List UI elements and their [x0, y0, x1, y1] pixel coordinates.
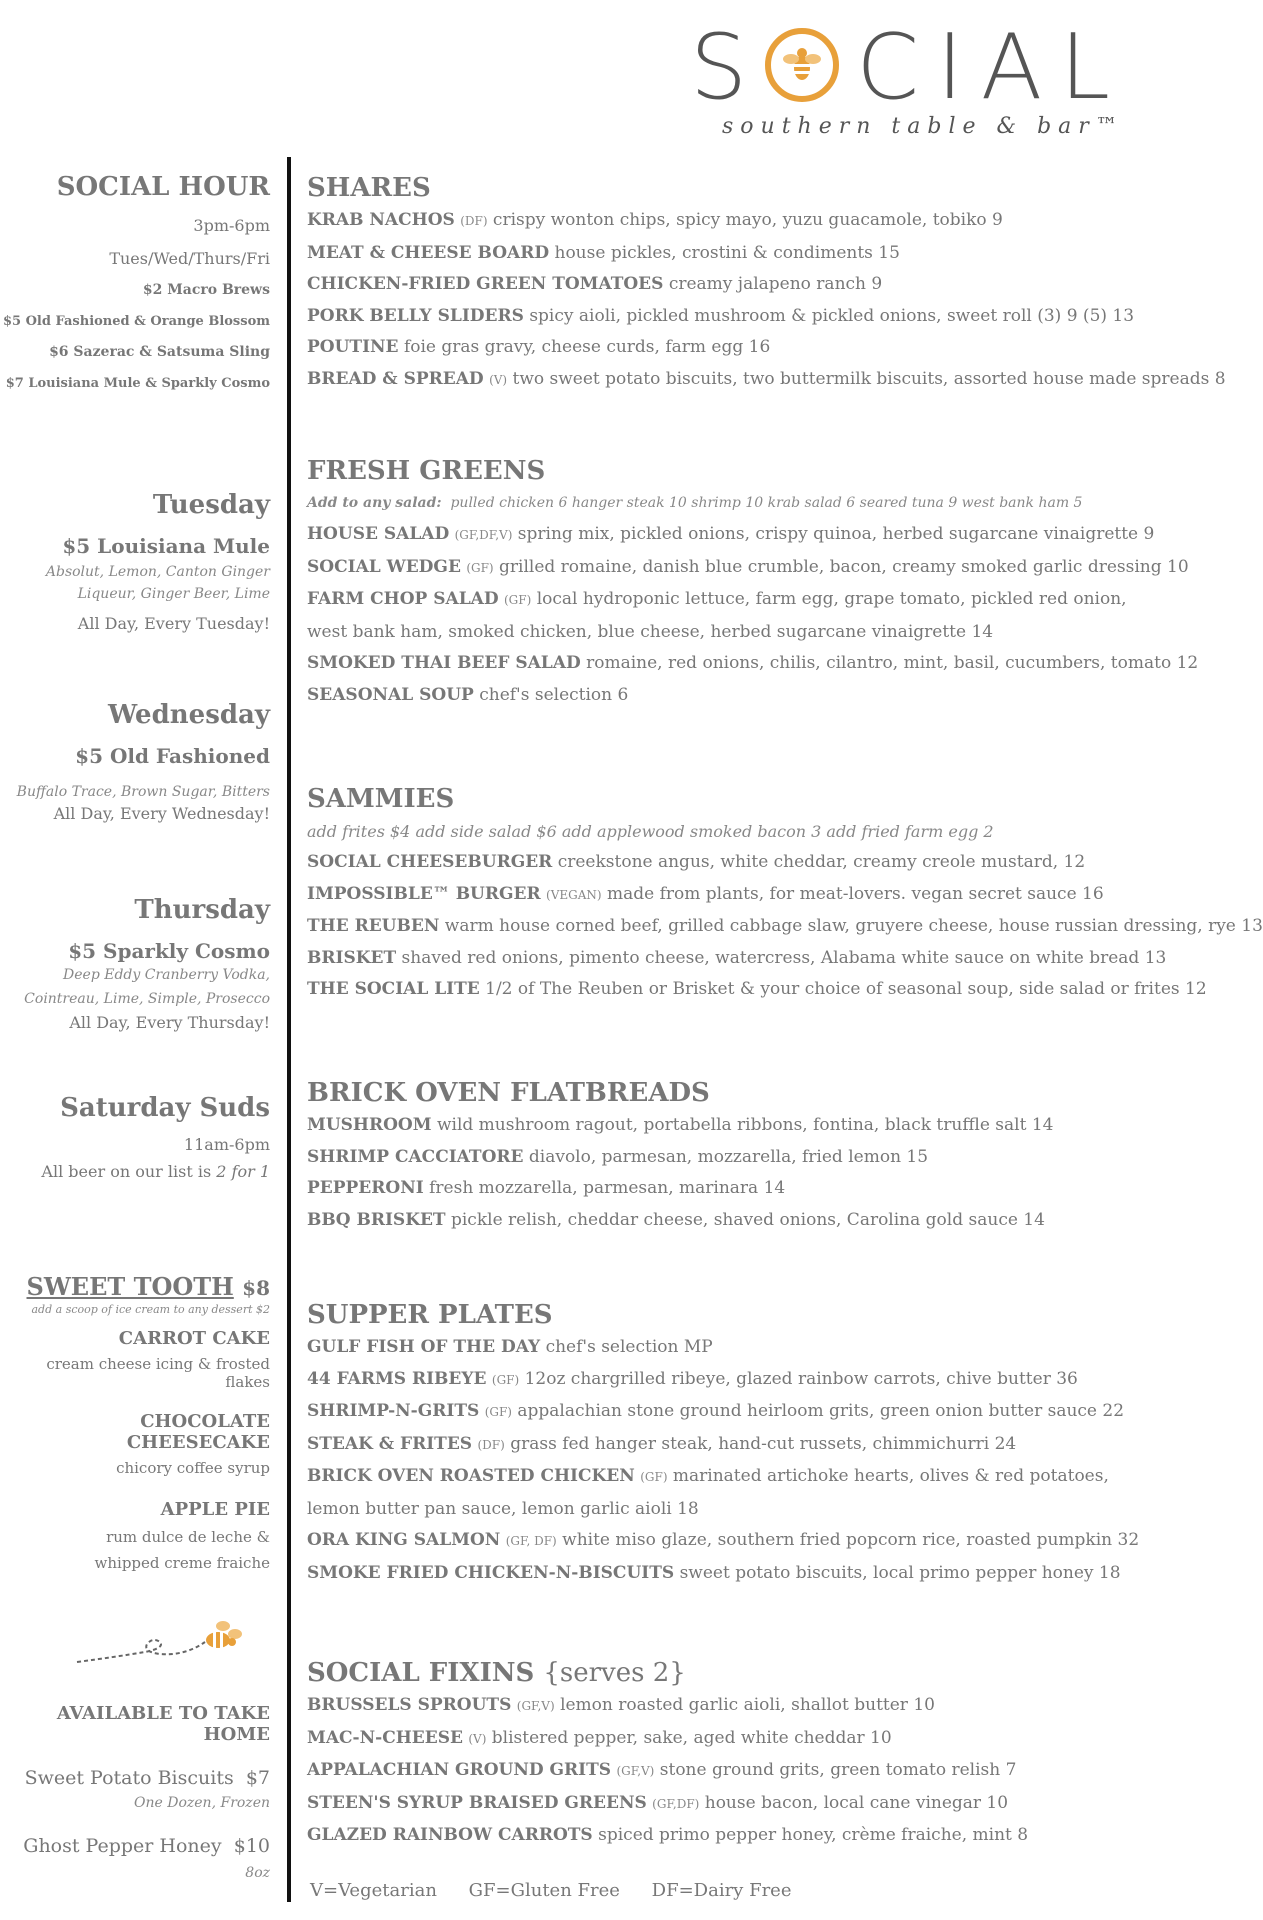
day-heading: Thursday: [134, 895, 270, 925]
section-title: FRESH GREENS: [307, 456, 546, 486]
special-note: All Day, Every Tuesday!: [77, 614, 270, 633]
logo: [690, 15, 1125, 142]
logo-letter: A: [980, 15, 1043, 120]
deal-item: $5 Old Fashioned & Orange Blossom: [2, 314, 270, 329]
menu-item: [307, 879, 1157, 912]
menu-item: [307, 1205, 1157, 1237]
menu-item: [307, 1461, 1157, 1494]
special-desc: Cointreau, Lime, Simple, Prosecco: [24, 991, 270, 1007]
logo-letter: L: [1059, 15, 1110, 120]
item-name: SEASONAL SOUP: [307, 684, 474, 705]
item-desc: blistered pepper, sake, aged white cheddar 10: [491, 1727, 892, 1748]
menu-list: [307, 1332, 1157, 1589]
shares-section: [307, 173, 1226, 396]
menu-item: [307, 1332, 1157, 1364]
logo-letter: S: [690, 15, 748, 120]
menu-item: [307, 205, 1157, 238]
menu-item: [307, 1494, 1157, 1526]
item-name: THE REUBEN: [307, 916, 440, 936]
item-desc: house pickles, crostini & condiments 15: [554, 242, 900, 263]
item-name: BBQ BRISKET: [307, 1209, 446, 1230]
diet-tag: (V): [489, 372, 508, 387]
item-desc: 1/2 of The Reuben or Brisket & your choice of seasonal soup, side salad or frites 12: [485, 979, 1207, 999]
sweet-tooth-title: SWEET TOOTH $8: [26, 1272, 270, 1301]
social-hour-time: 3pm-6pm: [193, 216, 270, 235]
menu-item: [307, 648, 1199, 680]
menu-item: [307, 1173, 1157, 1205]
item-name: FARM CHOP SALAD: [307, 589, 499, 609]
menu-item: [307, 617, 1157, 649]
item-name: SMOKE FRIED CHICKEN-N-BISCUITS: [307, 1562, 675, 1583]
item-name: STEAK & FRITES: [307, 1433, 473, 1454]
item-name: 44 FARMS RIBEYE: [307, 1368, 487, 1389]
item-name: MUSHROOM: [307, 1115, 432, 1135]
divider-line: [287, 157, 291, 1902]
take-home-note: One Dozen, Frozen: [134, 1795, 270, 1811]
item-name: GULF FISH OF THE DAY: [307, 1337, 541, 1357]
dessert-name: CARROT CAKE: [118, 1328, 270, 1349]
item-desc: shaved red onions, pimento cheese, watercress, Alabama white sauce on white bread 13: [401, 947, 1167, 968]
item-name: BRUSSELS SPROUTS: [307, 1695, 512, 1715]
saturday-time: 11am-6pm: [183, 1135, 270, 1154]
dessert-desc: rum dulce de leche &: [106, 1528, 270, 1546]
item-desc: fresh mozzarella, parmesan, marinara 14: [429, 1178, 786, 1198]
supper-section: [307, 1300, 1157, 1589]
day-heading: Tuesday: [152, 490, 270, 520]
item-desc: spring mix, pickled onions, crispy quinoa, herbed sugarcane vinaigrette 9: [517, 524, 1155, 544]
menu-item: [307, 943, 1167, 975]
item-desc: creekstone angus, white cheddar, creamy creole mustard, 12: [557, 852, 1086, 872]
dessert-desc: cream cheese icing & frosted flakes: [46, 1355, 270, 1391]
menu-list: [307, 205, 1226, 396]
item-desc: local hydroponic lettuce, farm egg, grape tomato, pickled red onion,: [536, 589, 1127, 609]
section-title: SUPPER PLATES: [307, 1300, 553, 1330]
menu-list: [307, 847, 1263, 1006]
diet-tag: (DF): [460, 214, 488, 228]
item-desc: marinated artichoke hearts, olives & red potatoes,: [672, 1466, 1109, 1486]
item-desc: west bank ham, smoked chicken, blue cheese, herbed sugarcane vinaigrette 14: [307, 621, 994, 642]
item-desc: foie gras gravy, cheese curds, farm egg 16: [403, 337, 771, 357]
saturday-special: [0, 1093, 270, 1181]
diet-tag: (GF,DF,V): [454, 528, 513, 542]
flatbreads-section: [307, 1078, 1157, 1236]
item-name: SOCIAL WEDGE: [307, 556, 461, 577]
item-desc: two sweet potato biscuits, two buttermilk biscuits, assorted house made spreads 8: [512, 368, 1226, 389]
dessert-desc: whipped creme fraiche: [94, 1554, 270, 1572]
diet-tag: (GF): [640, 1470, 668, 1484]
special-desc: Deep Eddy Cranberry Vodka,: [63, 967, 270, 983]
deal-item: $6 Sazerac & Satsuma Sling: [49, 344, 270, 360]
diet-tag: (GF): [504, 593, 532, 607]
item-name: MEAT & CHEESE BOARD: [307, 242, 550, 263]
take-home-title: AVAILABLE TO TAKE HOME: [56, 1703, 270, 1745]
dessert-name: CHOCOLATE CHEESECAKE: [126, 1411, 270, 1453]
menu-list: [307, 1110, 1157, 1236]
take-home-note: 8oz: [245, 1865, 270, 1881]
item-name: SOCIAL CHEESEBURGER: [307, 852, 553, 872]
section-title: SHARES: [307, 173, 431, 203]
saturday-note: All beer on our list is 2 for 1: [41, 1162, 270, 1181]
special-note: All Day, Every Thursday!: [69, 1013, 270, 1032]
menu-item: [307, 911, 1263, 943]
menu-item: [307, 269, 1157, 301]
item-name: APPALACHIAN GROUND GRITS: [307, 1760, 612, 1780]
diet-tag: (GF): [484, 1405, 512, 1419]
diet-tag: (GF): [491, 1372, 520, 1387]
diet-tag: (GF,V): [616, 1764, 655, 1778]
special-desc: Absolut, Lemon, Canton Ginger: [45, 564, 270, 580]
special-name: $5 Sparkly Cosmo: [68, 939, 270, 963]
item-desc: sweet potato biscuits, local primo pepper honey 18: [679, 1562, 1121, 1583]
bee-icon: [765, 28, 839, 102]
menu-item: [307, 238, 1157, 270]
menu-item: [307, 1525, 1157, 1558]
legend-item: DF=Dairy Free: [651, 1880, 792, 1901]
greens-section: [307, 456, 1199, 711]
diet-tag: (GF,V): [516, 1699, 555, 1713]
deal-item: $7 Louisiana Mule & Sparkly Cosmo: [5, 376, 270, 391]
item-name: BRICK OVEN ROASTED CHICKEN: [307, 1466, 635, 1486]
menu-item: [307, 1755, 1157, 1788]
item-name: POUTINE: [307, 337, 399, 357]
menu-item: [307, 552, 1189, 585]
item-name: BREAD & SPREAD: [307, 368, 484, 389]
item-desc: chef's selection MP: [545, 1337, 713, 1357]
menu-item: [307, 1364, 1157, 1397]
item-desc: stone ground grits, green tomato relish 7: [659, 1760, 1017, 1780]
item-desc: creamy jalapeno ranch 9: [668, 274, 883, 294]
item-name: THE SOCIAL LITE: [307, 979, 480, 999]
social-hour: [0, 172, 270, 391]
item-desc: chef's selection 6: [479, 684, 629, 705]
item-name: STEEN'S SYRUP BRAISED GREENS: [307, 1792, 647, 1813]
dessert-desc: chicory coffee syrup: [116, 1459, 270, 1477]
sammies-section: [307, 784, 1263, 1006]
menu-item: [307, 364, 1226, 397]
item-desc: white miso glaze, southern fried popcorn rice, roasted pumpkin 32: [562, 1530, 1140, 1550]
item-desc: spiced primo pepper honey, crème fraiche, mint 8: [598, 1825, 1029, 1845]
item-desc: pickle relish, cheddar cheese, shaved onions, Carolina gold sauce 14: [450, 1209, 1045, 1230]
item-desc: crispy wonton chips, spicy mayo, yuzu guacamole, tobiko 9: [492, 210, 1003, 230]
diet-tag: (GF, DF): [505, 1534, 557, 1548]
deal-item: $2 Macro Brews: [142, 282, 270, 298]
item-name: BRISKET: [307, 947, 397, 968]
item-name: HOUSE SALAD: [307, 524, 450, 544]
special-desc: Buffalo Trace, Brown Sugar, Bitters: [16, 784, 270, 800]
diet-tag: (GF): [466, 560, 494, 575]
item-desc: grilled romaine, danish blue crumble, bacon, creamy smoked garlic dressing 10: [499, 556, 1189, 577]
item-name: SMOKED THAI BEEF SALAD: [307, 653, 581, 673]
day-heading: Wednesday: [107, 700, 270, 730]
diet-tag: (VEGAN): [546, 887, 602, 902]
logo-letter: I: [936, 15, 964, 120]
item-name: SHRIMP CACCIATORE: [307, 1146, 524, 1167]
wednesday-special: [0, 700, 270, 823]
day-heading: Saturday Suds: [60, 1093, 270, 1123]
take-home: [0, 1703, 270, 1881]
menu-item: [307, 1429, 1157, 1462]
legend-item: GF=Gluten Free: [468, 1880, 620, 1901]
add-ons: Add to any salad: pulled chicken 6 hanger steak 10 shrimp 10 krab salad 6 seared tuna 9 west bank ham 5: [307, 495, 1083, 511]
diet-tag: (DF): [477, 1437, 505, 1452]
bee-trail-icon: [75, 1612, 255, 1672]
item-name: ORA KING SALMON: [307, 1530, 501, 1550]
fixins-section: [307, 1658, 1157, 1852]
item-desc: appalachian stone ground heirloom grits, green onion butter sauce 22: [517, 1401, 1125, 1421]
menu-item: [307, 1820, 1157, 1852]
menu-item: [307, 847, 1157, 879]
menu-item: [307, 1788, 1157, 1821]
thursday-special: [0, 895, 270, 1032]
item-name: CHICKEN-FRIED GREEN TOMATOES: [307, 274, 664, 294]
logo-tagline: southern table & bar™: [722, 114, 1125, 139]
diet-tag: (GF,DF): [652, 1796, 700, 1811]
menu-item: [307, 680, 1157, 712]
item-desc: wild mushroom ragout, portabella ribbons, fontina, black truffle salt 14: [436, 1115, 1054, 1135]
item-desc: diavolo, parmesan, mozzarella, fried lemon 15: [528, 1146, 929, 1167]
logo-letter: C: [856, 15, 920, 120]
logo-wordmark: [690, 15, 1110, 120]
item-desc: made from plants, for meat-lovers. vegan secret sauce 16: [606, 883, 1104, 904]
menu-item: [307, 519, 1157, 552]
add-ons: add frites $4 add side salad $6 add applewood smoked bacon 3 add fried farm egg 2: [307, 822, 994, 841]
menu-item: [307, 301, 1157, 333]
dietary-legend: [310, 1880, 817, 1901]
section-title: SAMMIES: [307, 784, 455, 814]
item-desc: lemon roasted garlic aioli, shallot butter 10: [560, 1695, 935, 1715]
item-name: KRAB NACHOS: [307, 210, 455, 230]
legend-item: V=Vegetarian: [310, 1880, 437, 1901]
menu-item: [307, 1396, 1157, 1429]
social-hour-title: SOCIAL HOUR: [56, 172, 270, 202]
section-title: SOCIAL FIXINS {serves 2}: [307, 1658, 686, 1688]
item-name: GLAZED RAINBOW CARROTS: [307, 1825, 593, 1845]
item-desc: spicy aioli, pickled mushroom & pickled onions, sweet roll (3) 9 (5) 13: [529, 305, 1135, 326]
sweet-tooth: [0, 1272, 270, 1572]
item-name: SHRIMP-N-GRITS: [307, 1401, 480, 1421]
menu-list: [307, 519, 1199, 711]
menu-item: [307, 584, 1157, 617]
menu-item: [307, 974, 1207, 1006]
menu-item: [307, 1558, 1157, 1590]
menu-item: [307, 332, 1157, 364]
diet-tag: (V): [468, 1731, 487, 1746]
item-desc: house bacon, local cane vinegar 10: [704, 1792, 1009, 1813]
sweet-tooth-note: add a scoop of ice cream to any dessert $2: [31, 1303, 270, 1316]
item-name: MAC-N-CHEESE: [307, 1727, 463, 1748]
item-desc: romaine, red onions, chilis, cilantro, mint, basil, cucumbers, tomato 12: [586, 653, 1199, 673]
item-name: PORK BELLY SLIDERS: [307, 305, 524, 326]
item-desc: warm house corned beef, grilled cabbage slaw, gruyere cheese, house russian dressing, rye 13: [444, 916, 1263, 936]
take-home-item: Ghost Pepper Honey $10: [23, 1835, 270, 1857]
item-name: PEPPERONI: [307, 1178, 424, 1198]
menu-item: [307, 1142, 1157, 1174]
menu-item: [307, 1110, 1157, 1142]
section-title: BRICK OVEN FLATBREADS: [307, 1078, 710, 1108]
item-name: IMPOSSIBLE™ BURGER: [307, 883, 541, 904]
menu-list: [307, 1690, 1157, 1852]
item-desc: 12oz chargrilled ribeye, glazed rainbow carrots, chive butter 36: [524, 1368, 1078, 1389]
social-hour-days: Tues/Wed/Thurs/Fri: [109, 249, 270, 268]
item-desc: grass fed hanger steak, hand-cut russets, chimmichurri 24: [510, 1433, 1017, 1454]
tuesday-special: [0, 490, 270, 633]
menu-item: [307, 1690, 1157, 1723]
menu-item: [307, 1723, 1157, 1756]
special-note: All Day, Every Wednesday!: [53, 804, 270, 823]
take-home-item: Sweet Potato Biscuits $7: [24, 1767, 270, 1789]
item-desc: lemon butter pan sauce, lemon garlic aioli 18: [307, 1498, 699, 1519]
dessert-name: APPLE PIE: [160, 1499, 270, 1520]
special-name: $5 Louisiana Mule: [62, 534, 270, 558]
special-desc: Liqueur, Ginger Beer, Lime: [77, 586, 270, 602]
special-name: $5 Old Fashioned: [75, 744, 270, 768]
